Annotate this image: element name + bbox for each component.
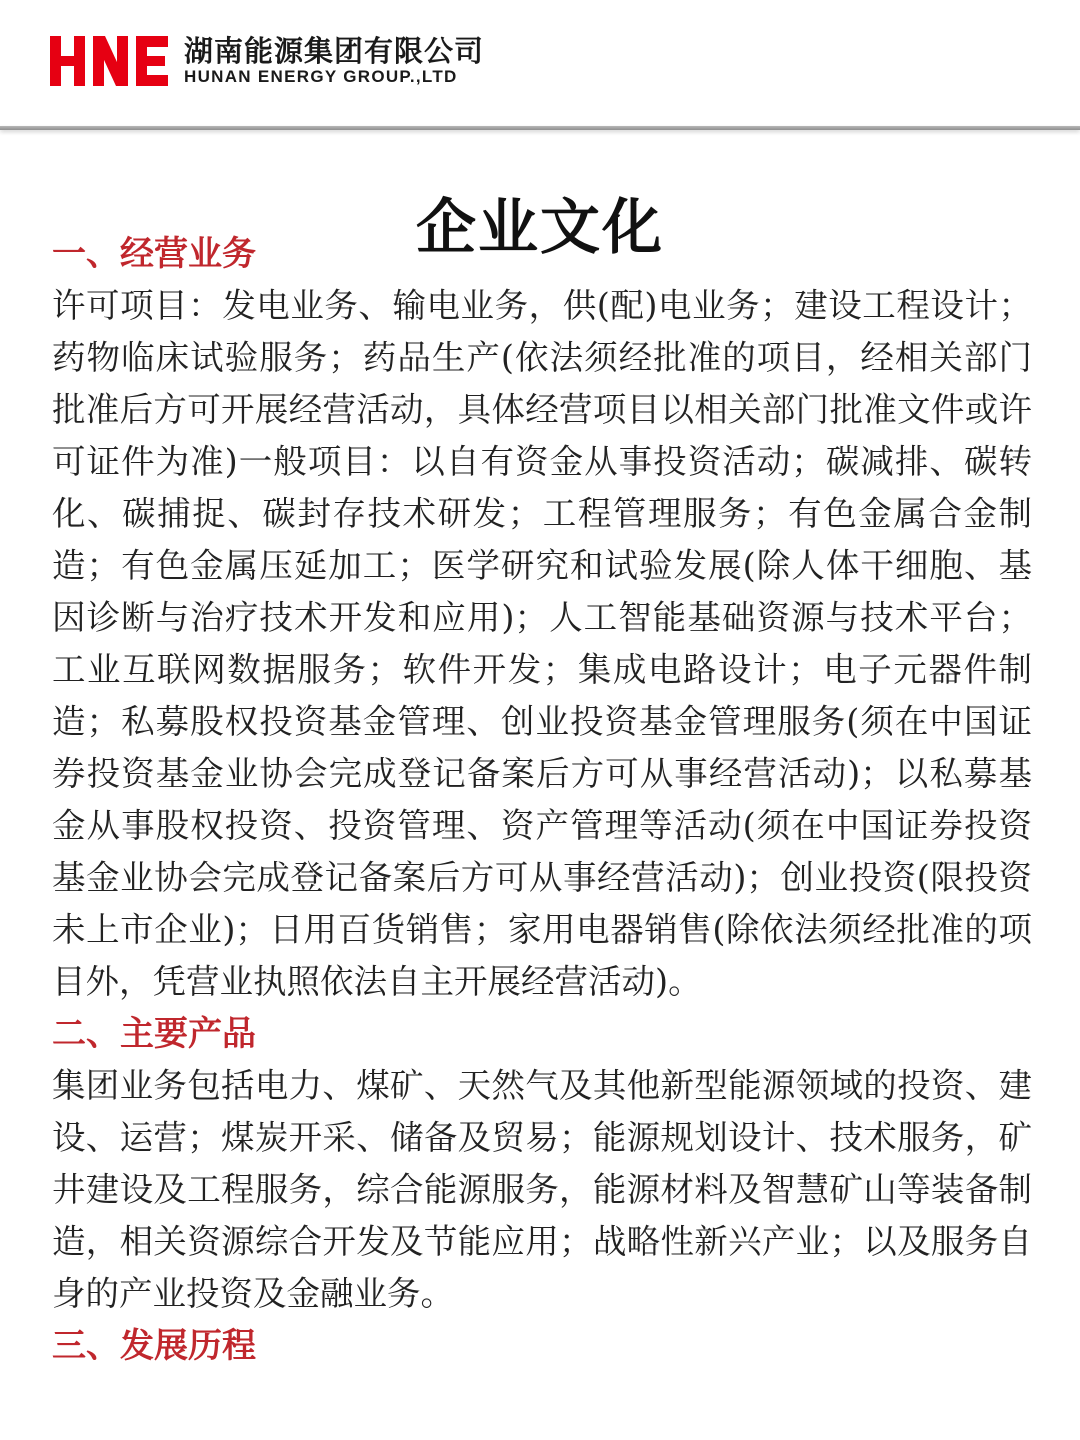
- section-heading-history: 三、发展历程: [52, 1326, 256, 1366]
- hne-logo-icon: [50, 36, 168, 86]
- section-heading-business: 一、经营业务: [52, 234, 256, 274]
- page-title: 企业文化: [416, 193, 664, 264]
- header-divider: [0, 126, 1080, 130]
- content: [52, 228, 1032, 1372]
- company-name-cn: 湖南能源集团有限公司: [184, 34, 485, 68]
- section-heading-products: 二、主要产品: [52, 1014, 256, 1054]
- section-body-business: 许可项目：发电业务、输电业务，供(配)电业务；建设工程设计；药物临床试验服务；药品生产(依法须经批准的项目，经相关部门批准后方可开展经营活动，具体经营项目以相关部门批准文件或许可证件为准)一般项目：以自有资金从事投资活动；碳减排、碳转化、碳捕捉、碳封存技术研发；工程管理服务；有色金属合金制造；有色金属压延加工；医学研究和试验发展(除人体干细胞、基因诊断与治疗技术开发和应用)；人工智能基础资源与技术平台；工业互联网数据服务；软件开发；集成电路设计；电子元器件制造；私募股权投资基金管理、创业投资基金管理服务(须在中国证券投资基金业协会完成登记备案后方可从事经营活动)；以私募基金从事股权投资、投资管理、资产管理等活动(须在中国证券投资基金业协会完成登记备案后方可从事经营活动)；创业投资(限投资未上市企业)；日用百货销售；家用电器销售(除依法须经批准的项目外，凭营业执照依法自主开展经营活动)。: [52, 286, 1032, 1001]
- header: [0, 0, 1080, 128]
- section-body-products: 集团业务包括电力、煤矿、天然气及其他新型能源领域的投资、建设、运营；煤炭开采、储备及贸易；能源规划设计、技术服务，矿井建设及工程服务，综合能源服务，能源材料及智慧矿山等装备制造，相关资源综合开发及节能应用；战略性新兴产业；以及服务自身的产业投资及金融业务。: [52, 1066, 1032, 1313]
- company-name-en: HUNAN ENERGY GROUP.,LTD: [184, 67, 458, 86]
